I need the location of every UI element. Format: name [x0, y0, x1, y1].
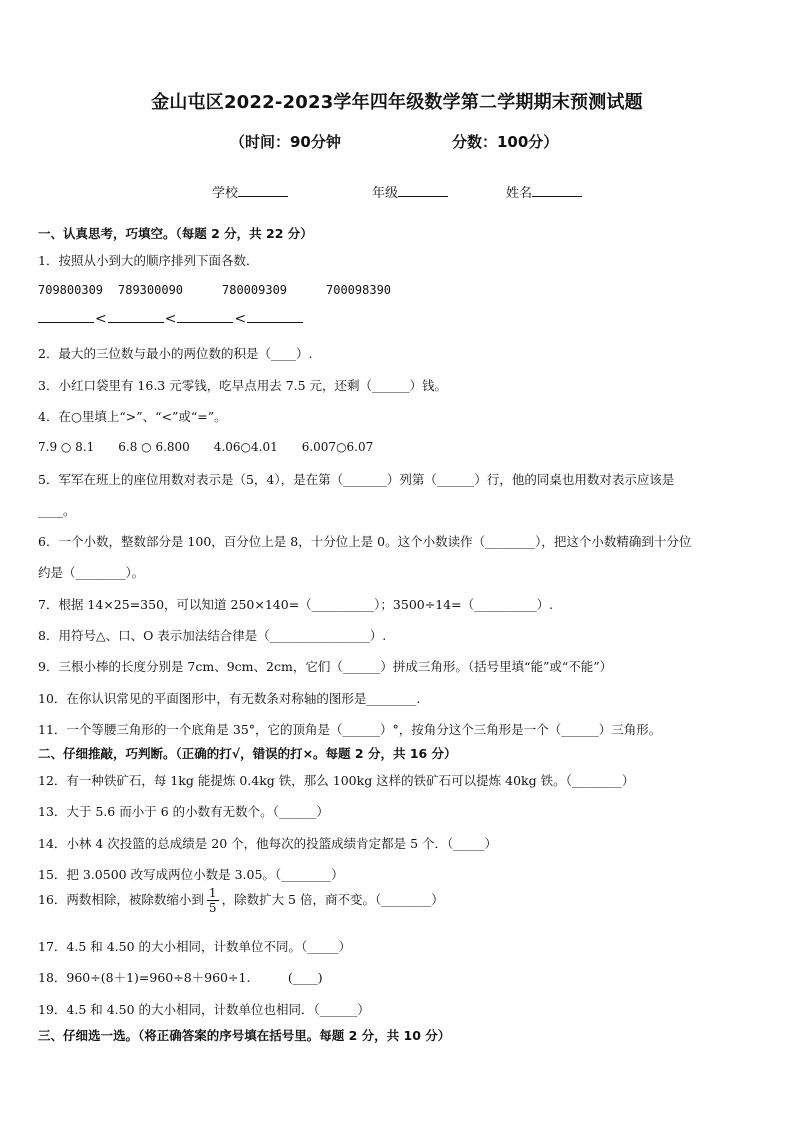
- section-2-heading: 二、仔细推敲，巧判断。（正确的打√，错误的打×。每题 2 分，共 16 分）: [38, 746, 457, 761]
- school-blank[interactable]: [238, 184, 288, 197]
- answer-blank[interactable]: [108, 312, 164, 323]
- number-item: 709800309: [38, 283, 104, 297]
- answer-blank[interactable]: [38, 312, 94, 323]
- section-1-heading: 一、认真思考，巧填空。（每题 2 分，共 22 分）: [38, 226, 313, 241]
- question-9: 9．三根小棒的长度分别是 7cm、9cm、2cm，它们（______）拼成三角形。（括号里填“能”或“不能”）: [38, 659, 613, 674]
- question-16: [38, 886, 444, 915]
- school-field[interactable]: [212, 182, 288, 201]
- question-1-numbers: [38, 283, 391, 297]
- answer-blank[interactable]: [247, 312, 303, 323]
- question-12: 12．有一种铁矿石，每 1kg 能提炼 0.4kg 铁，那么 100kg 这样的铁矿石可以提炼 40kg 铁。（________）: [38, 773, 635, 788]
- less-than-sign: <: [164, 311, 177, 327]
- section-3-heading: 三、仔细选一选。（将正确答案的序号填在括号里。每题 2 分，共 10 分）: [38, 1028, 451, 1043]
- question-2: 2．最大的三位数与最小的两位数的积是（____）.: [38, 346, 313, 361]
- answer-blank[interactable]: [177, 312, 233, 323]
- number-item: 789300090: [118, 283, 184, 297]
- question-6-line-1: 6．一个小数，整数部分是 100，百分位上是 8，十分位上是 0。这个小数读作（________），把这个小数精确到十分位: [38, 534, 692, 549]
- grade-blank[interactable]: [398, 184, 448, 197]
- question-1: 1．按照从小到大的顺序排列下面各数．: [38, 253, 259, 268]
- name-label: 姓名: [506, 186, 533, 201]
- question-13: 13．大于 5.6 而小于 6 的小数有无数个。（______）: [38, 804, 329, 819]
- page-title: 金山屯区2022-2023学年四年级数学第二学期期末预测试题: [151, 92, 643, 113]
- fraction-denominator: 5: [208, 901, 217, 915]
- less-than-sign: <: [234, 311, 247, 327]
- question-10: 10．在你认识常见的平面图形中，有无数条对称轴的图形是________.: [38, 691, 421, 706]
- question-4: 4．在○里填上“>”、“<”或“=”。: [38, 409, 227, 424]
- question-19: 19．4.5 和 4.50 的大小相同，计数单位也相同．（______）: [38, 1002, 370, 1017]
- question-11: 11．一个等腰三角形的一个底角是 35°，它的顶角是（______）°，按角分这个三角形是一个（______）三角形。: [38, 722, 662, 737]
- question-4-items: 7.9 ○ 8.1 6.8 ○ 6.800 4.06○4.01 6.007○6.07: [38, 440, 374, 454]
- question-1-answer-row: [38, 311, 303, 327]
- number-item: 780009309: [222, 283, 288, 297]
- school-label: 学校: [212, 186, 239, 201]
- question-5-line-2: ____。: [38, 503, 76, 518]
- exam-score: 分数：100分）: [452, 133, 559, 151]
- grade-label: 年级: [372, 186, 399, 201]
- fraction-one-fifth: [207, 886, 219, 915]
- question-14: 14．小林 4 次投篮的总成绩是 20 个，他每次的投篮成绩肯定都是 5 个．（_____）: [38, 836, 498, 851]
- question-8: 8．用符号△、口、O 表示加法结合律是（________________）.: [38, 628, 387, 643]
- number-item: 700098390: [326, 283, 392, 297]
- question-5-line-1: 5．军军在班上的座位用数对表示是（5，4），是在第（_______）列第（______）行，他的同桌也用数对表示应该是: [38, 472, 675, 487]
- question-6-line-2: 约是（________）。: [38, 565, 145, 580]
- exam-time: （时间：90分钟: [230, 133, 341, 151]
- question-3: 3．小红口袋里有 16.3 元零钱，吃早点用去 7.5 元，还剩（______）钱。: [38, 378, 448, 393]
- question-7: 7．根据 14×25=350，可以知道 250×140=（__________）；3500÷14=（__________）.: [38, 597, 554, 612]
- fraction-numerator: 1: [208, 886, 217, 900]
- name-blank[interactable]: [532, 184, 582, 197]
- question-16-text-a: 16．两数相除，被除数缩小到: [38, 892, 204, 907]
- name-field[interactable]: [506, 182, 582, 201]
- grade-field[interactable]: [372, 182, 448, 201]
- less-than-sign: <: [95, 311, 107, 327]
- question-18: 18．960÷(8＋1)=960÷8＋960÷1. (____): [38, 970, 323, 985]
- question-17: 17．4.5 和 4.50 的大小相同，计数单位不同。（_____）: [38, 939, 352, 954]
- question-16-text-b: ，除数扩大 5 倍，商不变。（________）: [221, 892, 444, 907]
- question-15: 15．把 3.0500 改写成两位小数是 3.05。（________）: [38, 867, 344, 882]
